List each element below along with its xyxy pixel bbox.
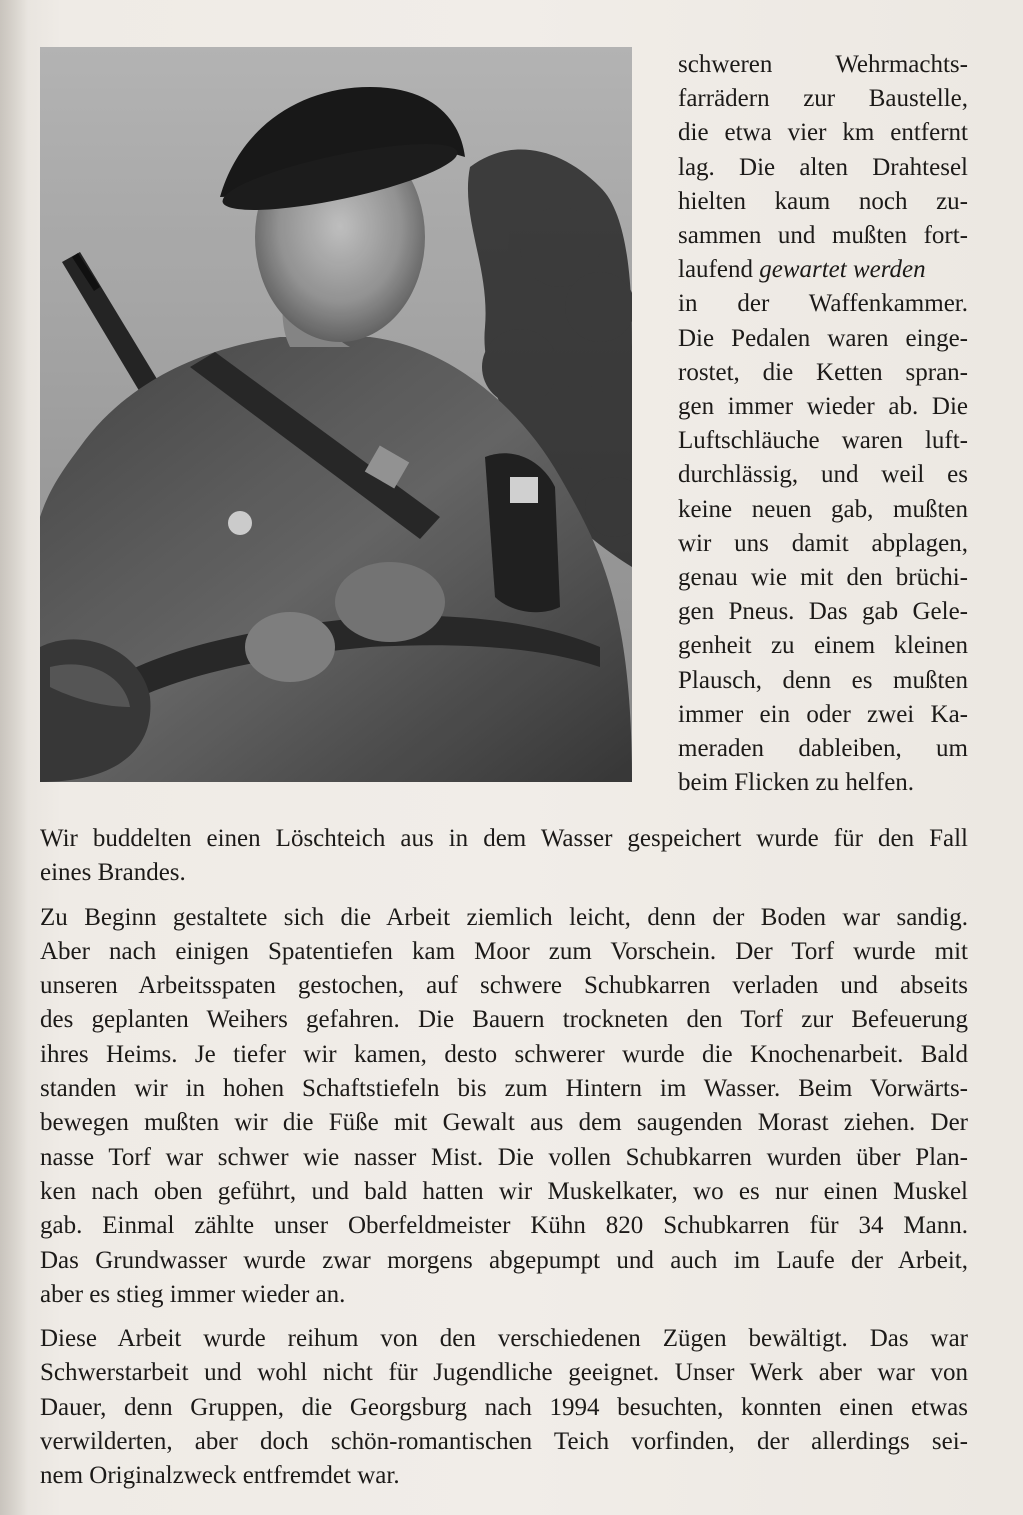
- photo-icon: [40, 47, 632, 782]
- body-line: Dauer, denn Gruppen, die Georgsburg nach 1994 besuchten, konnten einen etwas: [40, 1393, 968, 1421]
- photo-side-text: [678, 48, 968, 800]
- paragraph-arbeit: [40, 901, 968, 1313]
- side-line: gen immer wieder ab. Die: [678, 393, 968, 421]
- body-line: ken nach oben geführt, und bald hatten wir Muskelkater, wo es nur einen Muskel: [40, 1177, 968, 1205]
- body-line: ihres Heims. Je tiefer wir kamen, desto schwerer wurde die Knochenarbeit. Bald: [40, 1040, 968, 1068]
- side-line: beim Flicken zu helfen.: [678, 769, 915, 797]
- body-line: des geplanten Weihers gefahren. Die Bauern trockneten den Torf zur Befeuerung: [40, 1006, 968, 1034]
- body-line: Wir buddelten einen Löschteich aus in dem Wasser gespeichert wurde für den Fall: [40, 825, 968, 852]
- side-line: Die Pedalen waren einge-: [678, 324, 968, 352]
- side-line: keine neuen gab, mußten: [678, 495, 968, 523]
- body-line: aber es stieg immer wieder an.: [40, 1280, 346, 1308]
- body-line: Aber nach einigen Spatentiefen kam Moor zum Vorschein. Der Torf wurde mit: [40, 937, 968, 965]
- side-line: gen Pneus. Das gab Gele-: [678, 598, 968, 626]
- side-line-regular: laufend: [678, 256, 753, 284]
- body-line: bewegen mußten wir die Füße mit Gewalt aus dem saugenden Morast ziehen. Der: [40, 1109, 968, 1137]
- body-line: standen wir in hohen Schaftstiefeln bis zum Hintern im Wasser. Beim Vorwärts-: [40, 1075, 968, 1103]
- body-line: Schwerstarbeit und wohl nicht für Jugendliche geeignet. Unser Werk aber war von: [40, 1359, 968, 1387]
- side-line: immer ein oder zwei Ka-: [678, 700, 968, 728]
- body-line: eines Brandes.: [40, 859, 186, 887]
- side-line: Plausch, denn es mußten: [678, 666, 968, 694]
- paragraph-loeschteich: [40, 822, 968, 891]
- side-line: durchlässig, und weil es: [678, 461, 968, 489]
- side-line: meraden dableiben, um: [678, 735, 968, 763]
- body-line: verwilderten, aber doch schön-romantischen Teich vorfinden, der allerdings sei-: [40, 1428, 968, 1456]
- side-line: die etwa vier km entfernt: [678, 119, 968, 147]
- side-line: rostet, die Ketten spran-: [678, 358, 968, 386]
- side-line: genheit zu einem kleinen: [678, 632, 968, 660]
- body-text: [40, 822, 968, 1504]
- side-line: in der Waffenkammer.: [678, 290, 968, 318]
- paragraph-reihum: [40, 1322, 968, 1493]
- body-line: Zu Beginn gestaltete sich die Arbeit ziemlich leicht, denn der Boden war sandig.: [40, 903, 968, 931]
- side-line-italic: gewartet werden: [759, 256, 926, 284]
- body-line: nem Originalzweck entfremdet war.: [40, 1462, 400, 1490]
- body-line: gab. Einmal zählte unser Oberfeldmeister Kühn 820 Schubkarren für 34 Mann.: [40, 1212, 968, 1240]
- side-line: wir uns damit abplagen,: [678, 529, 968, 557]
- side-line: sammen und mußten fort-: [678, 222, 968, 250]
- side-line: lag. Die alten Drahtesel: [678, 153, 968, 181]
- body-line: Das Grundwasser wurde zwar morgens abgepumpt und auch im Laufe der Arbeit,: [40, 1246, 968, 1274]
- side-line: hielten kaum noch zu-: [678, 187, 968, 215]
- body-line: Diese Arbeit wurde reihum von den verschiedenen Zügen bewältigt. Das war: [40, 1325, 968, 1353]
- side-line: farrädern zur Baustelle,: [678, 85, 968, 113]
- side-line: schweren Wehrmachts-: [678, 51, 968, 78]
- historical-photo: [40, 47, 632, 782]
- body-line: nasse Torf war schwer wie nasser Mist. Die vollen Schubkarren wurden über Plan-: [40, 1143, 968, 1171]
- body-line: unseren Arbeitsspaten gestochen, auf schwere Schubkarren verladen und abseits: [40, 972, 968, 1000]
- side-line: genau wie mit den brüchi-: [678, 564, 968, 592]
- page-gutter-shadow: [0, 0, 28, 1515]
- side-line: Luftschläuche waren luft-: [678, 427, 968, 455]
- side-line: [678, 253, 968, 287]
